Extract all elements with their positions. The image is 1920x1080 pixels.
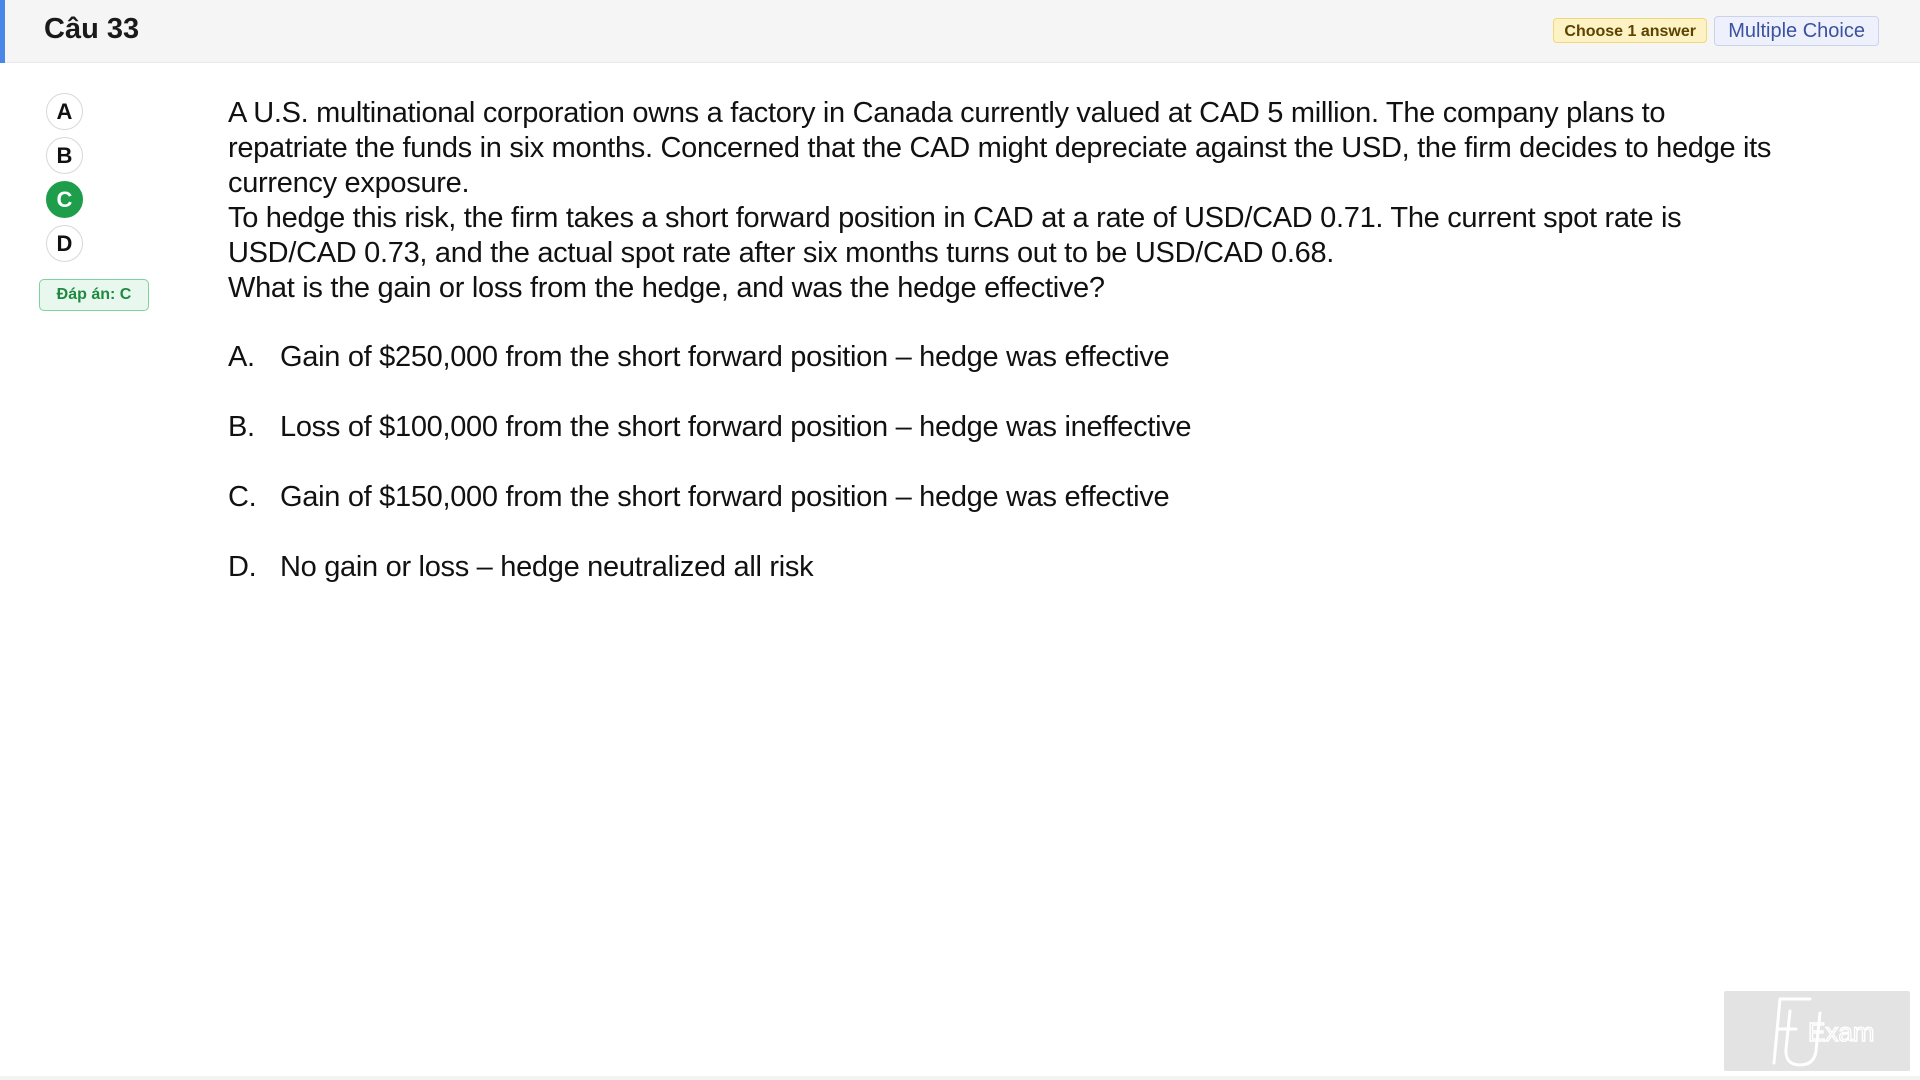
choice-letter: A. [228, 341, 255, 373]
option-b-button[interactable]: B [46, 137, 83, 174]
choice-letter: C. [228, 481, 257, 513]
header-accent-bar [0, 0, 5, 63]
choose-answer-badge: Choose 1 answer [1553, 18, 1707, 43]
choice-letter: D. [228, 551, 257, 583]
question-paragraph: A U.S. multinational corporation owns a factory in Canada currently valued at CAD 5 million. The company plans to repatriate the funds in six months. Concerned that the CAD might depreciate against the USD, the firm decides to hedge its currency exposure. [228, 97, 1772, 199]
correct-answer-badge: Đáp án: C [39, 279, 149, 311]
option-d-button[interactable]: D [46, 225, 83, 262]
choice-d[interactable] [228, 550, 1788, 620]
choice-text: Loss of $100,000 from the short forward position – hedge was ineffective [280, 411, 1192, 443]
question-number-title: Câu 33 [44, 13, 140, 45]
choice-letter: B. [228, 411, 255, 443]
watermark-text: Exam [1808, 1017, 1875, 1047]
question-paragraph: What is the gain or loss from the hedge, and was the hedge effective? [228, 272, 1105, 304]
question-header [0, 0, 1920, 63]
question-text [228, 96, 1788, 306]
answer-choices-list [228, 340, 1788, 620]
choice-text: Gain of $150,000 from the short forward position – hedge was effective [280, 481, 1170, 513]
choice-a[interactable] [228, 340, 1788, 410]
fu-logo-icon [1724, 991, 1910, 1071]
choice-b[interactable] [228, 410, 1788, 480]
choice-text: Gain of $250,000 from the short forward position – hedge was effective [280, 341, 1170, 373]
question-type-badge: Multiple Choice [1714, 16, 1879, 46]
fu-exam-watermark [1724, 991, 1910, 1071]
question-paragraph: To hedge this risk, the firm takes a short forward position in CAD at a rate of USD/CAD 0.71. The current spot rate is USD/CAD 0.73, and the actual spot rate after six months turns out to be USD/CAD 0.68. [228, 202, 1682, 269]
bottom-divider [0, 1076, 1920, 1080]
answer-option-selector [46, 93, 86, 269]
choice-text: No gain or loss – hedge neutralized all risk [280, 551, 814, 583]
option-a-button[interactable]: A [46, 93, 83, 130]
choice-c[interactable] [228, 480, 1788, 550]
option-c-button[interactable]: C [46, 181, 83, 218]
